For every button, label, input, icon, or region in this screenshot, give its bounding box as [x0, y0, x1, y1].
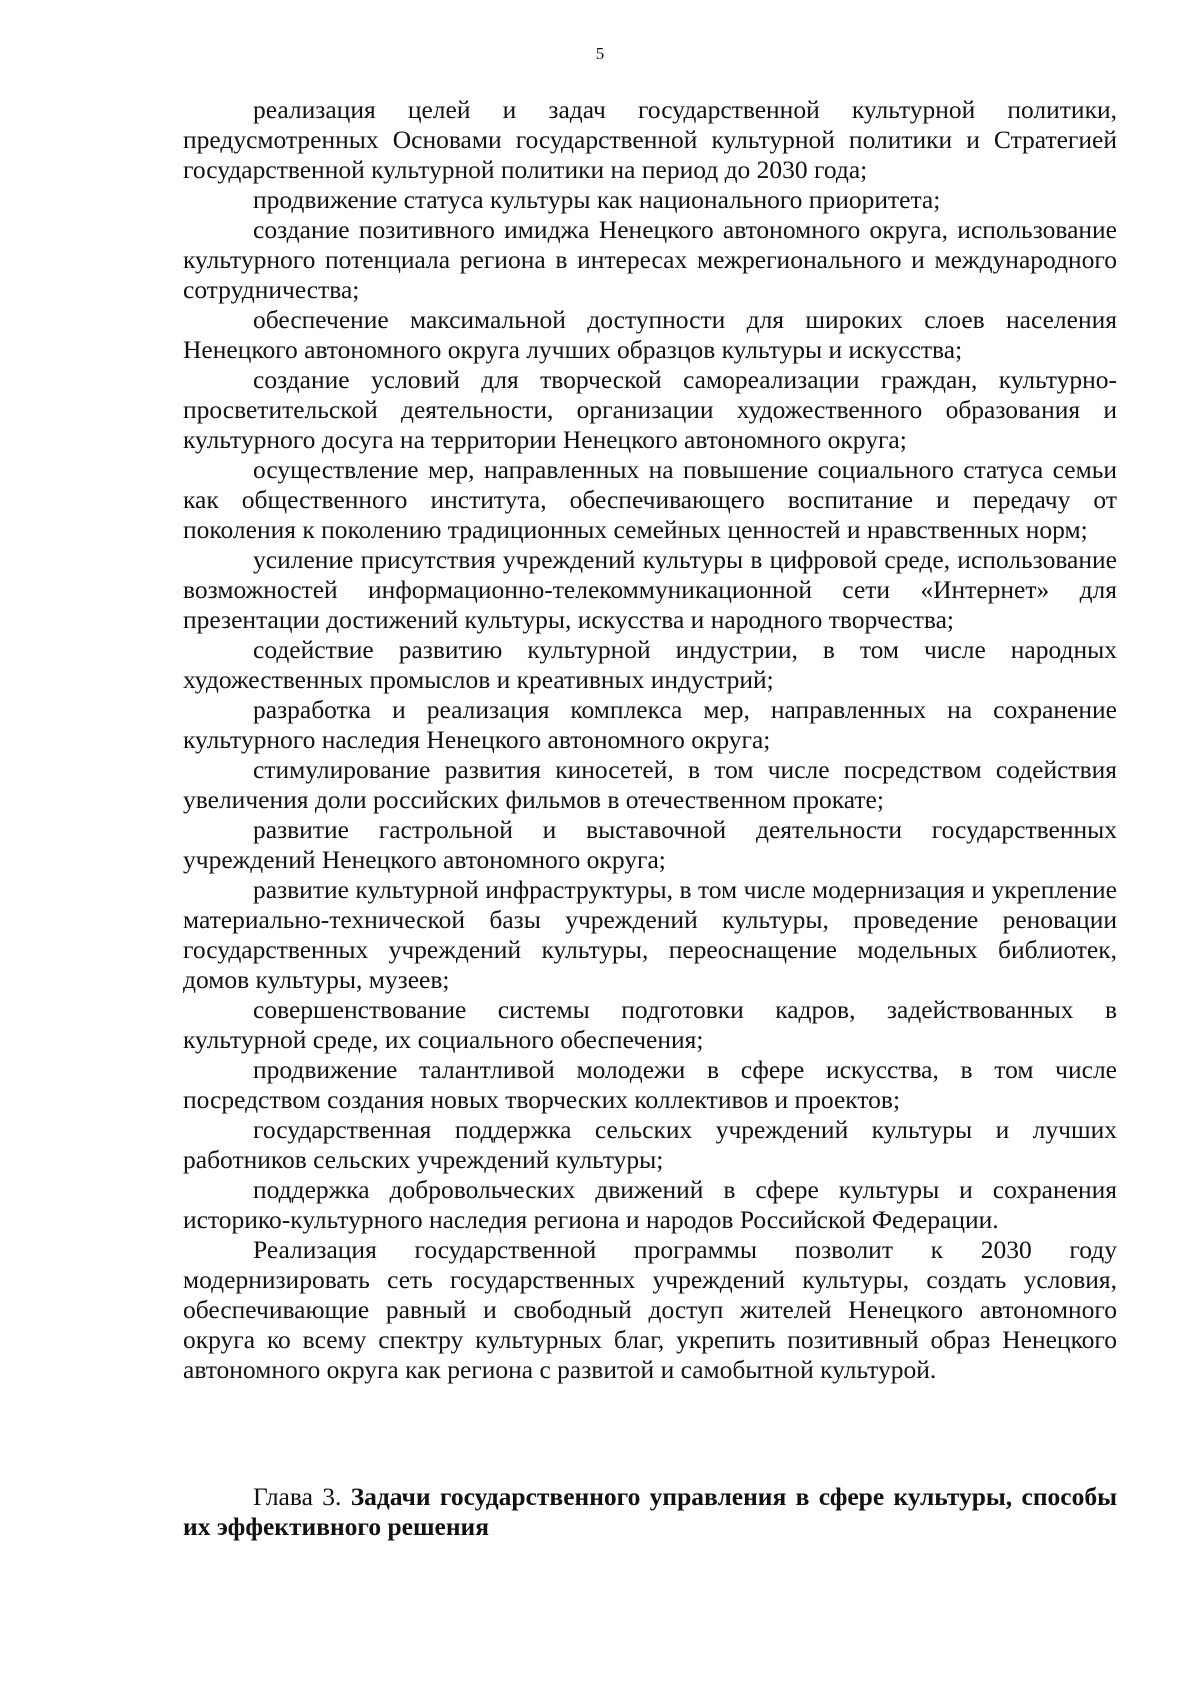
paragraph-staff-training: совершенствование системы подготовки кадров, задействованных в культурной среде, их социального обеспечения;	[183, 995, 1117, 1054]
paragraph-culture-priority: продвижение статуса культуры как национального приоритета;	[253, 185, 941, 214]
paragraph-creative-conditions: создание условий для творческой самореализации граждан, культурно-просветительской деятельности, организации художественного образования и культурного досуга на территории Ненецкого автономного округа;	[183, 365, 1117, 454]
paragraph-program-outcome: Реализация государственной программы позволит к 2030 году модернизировать сеть государственных учреждений культуры, создать условия, обеспечивающие равный и свободный доступ жителей Ненецкого автономного округа ко всему спектру культурных благ, укрепить позитивный образ Ненецкого автономного округа как региона с развитой и самобытной культурой.	[183, 1235, 1117, 1384]
paragraph-infrastructure: развитие культурной инфраструктуры, в том числе модернизация и укрепление материально-технической базы учреждений культуры, проведение реновации государственных учреждений культуры, переоснащение модельных библиотек, домов культуры, музеев;	[183, 875, 1117, 994]
paragraph-accessibility: обеспечение максимальной доступности для широких слоев населения Ненецкого автономного округа лучших образцов культуры и искусства;	[183, 305, 1117, 364]
paragraph-cultural-industry: содействие развитию культурной индустрии, в том числе народных художественных промыслов и креативных индустрий;	[183, 635, 1117, 694]
chapter-title: Задачи государственного управления в сфере культуры, способы их эффективного решения	[183, 1482, 1117, 1541]
paragraph-touring-exhibitions: развитие гастрольной и выставочной деятельности государственных учреждений Ненецкого автономного округа;	[183, 815, 1117, 874]
chapter-prefix: Глава 3.	[253, 1482, 351, 1511]
paragraph-positive-image: создание позитивного имиджа Ненецкого автономного округа, использование культурного потенциала региона в интересах межрегионального и международного сотрудничества;	[183, 215, 1117, 304]
paragraph-digital-presence: усиление присутствия учреждений культуры в цифровой среде, использование возможностей информационно-телекоммуникационной сети «Интернет» для презентации достижений культуры, искусства и народного творчества;	[183, 545, 1117, 634]
paragraph-cinema-networks: стимулирование развития киносетей, в том числе посредством содействия увеличения доли российских фильмов в отечественном прокате;	[183, 755, 1117, 814]
chapter-heading	[183, 1482, 1117, 1542]
paragraph-goals-policy: реализация целей и задач государственной культурной политики, предусмотренных Основами государственной культурной политики и Стратегией государственной культурной политики на период до 2030 года;	[183, 95, 1117, 184]
paragraph-rural-support: государственная поддержка сельских учреждений культуры и лучших работников сельских учреждений культуры;	[183, 1115, 1117, 1174]
page-number: 5	[595, 44, 605, 63]
paragraph-heritage-preservation: разработка и реализация комплекса мер, направленных на сохранение культурного наследия Ненецкого автономного округа;	[183, 695, 1117, 754]
document-body	[183, 95, 1117, 1385]
paragraph-volunteer-movements: поддержка добровольческих движений в сфере культуры и сохранения историко-культурного наследия региона и народов Российской Федерации.	[183, 1175, 1117, 1234]
paragraph-talented-youth: продвижение талантливой молодежи в сфере искусства, в том числе посредством создания новых творческих коллективов и проектов;	[183, 1055, 1117, 1114]
paragraph-family-status: осуществление мер, направленных на повышение социального статуса семьи как общественного института, обеспечивающего воспитание и передачу от поколения к поколению традиционных семейных ценностей и нравственных норм;	[183, 455, 1117, 544]
